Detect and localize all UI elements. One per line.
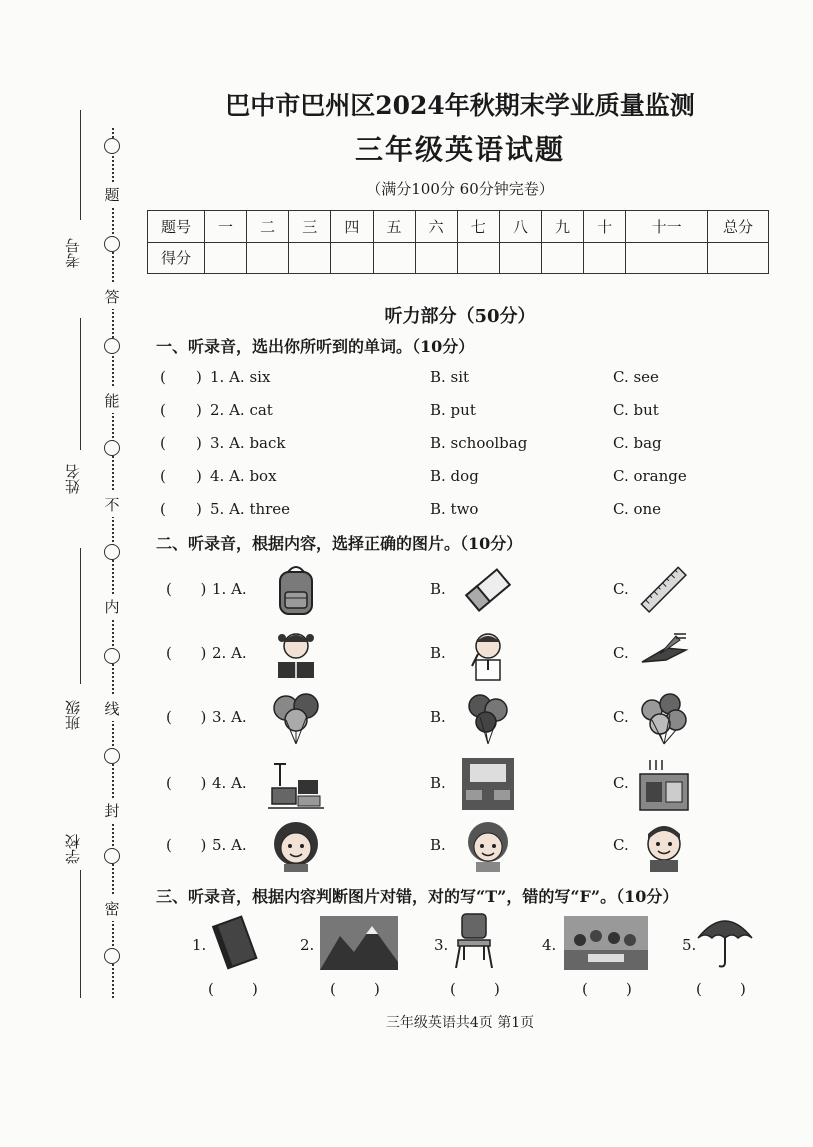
option-b: B. two xyxy=(430,500,479,518)
score-cell[interactable] xyxy=(708,242,769,274)
seal-char: 题 xyxy=(103,182,121,207)
class-label: 班级 xyxy=(64,700,82,730)
ruler-icon[interactable] xyxy=(636,562,692,618)
answer-paren: ( ) xyxy=(166,836,207,854)
exam-title: 巴中市巴州区2024年秋期末学业质量监测 xyxy=(225,91,695,120)
score-cell[interactable] xyxy=(584,242,626,274)
answer-close: ) xyxy=(196,434,202,452)
picture-question-row xyxy=(160,756,780,812)
score-header-cell: 十一 xyxy=(626,211,708,243)
balloons-icon[interactable] xyxy=(460,690,516,746)
tf-answer-blank[interactable]: ( ) xyxy=(330,980,380,998)
answer-close: ) xyxy=(196,467,202,485)
option-a-label: 3. A. xyxy=(212,708,247,726)
seal-char: 线 xyxy=(103,696,121,721)
option-b-label: B. xyxy=(430,580,446,598)
score-header-cell: 三 xyxy=(289,211,331,243)
option-a-label: 5. A. xyxy=(212,836,247,854)
option-b: B. schoolbag xyxy=(430,434,528,452)
exam-number-label: 考号 xyxy=(64,238,82,268)
score-header-cell: 四 xyxy=(331,211,373,243)
exam-subject: 三年级英语试题 xyxy=(354,133,565,166)
bird-icon[interactable] xyxy=(636,626,692,682)
answer-paren: ( ) xyxy=(166,644,207,662)
score-header-cell: 题号 xyxy=(148,211,205,243)
score-header-cell: 六 xyxy=(415,211,457,243)
answer-open: ( xyxy=(160,434,166,452)
option-a: 5. A. three xyxy=(210,500,291,518)
answer-paren: ( ) xyxy=(166,774,207,792)
option-a: 2. A. cat xyxy=(210,401,273,419)
score-cell[interactable] xyxy=(331,242,373,274)
answer-open: ( xyxy=(160,368,166,386)
seal-char: 答 xyxy=(103,284,121,309)
tf-number: 3. xyxy=(434,936,449,954)
score-cell[interactable] xyxy=(205,242,247,274)
part3-title: 三、听录音，根据内容判断图片对错，对的写“T”，错的写“F”。（10分） xyxy=(156,887,679,906)
seal-circle xyxy=(104,338,120,354)
option-b-label: B. xyxy=(430,774,446,792)
seal-circle xyxy=(104,948,120,964)
score-cell[interactable] xyxy=(499,242,541,274)
listening-title: 听力部分（50分） xyxy=(384,306,536,327)
picture-question-row xyxy=(160,690,780,746)
question-row xyxy=(160,368,780,394)
part2-title: 二、听录音，根据内容，选择正确的图片。（10分） xyxy=(156,534,523,553)
answer-paren: ( ) xyxy=(166,580,207,598)
option-b: B. put xyxy=(430,401,476,419)
girl-reading-icon[interactable] xyxy=(268,626,324,682)
tf-answer-blank[interactable]: ( ) xyxy=(208,980,258,998)
binding-strip xyxy=(0,0,140,1010)
seal-char: 不 xyxy=(103,492,121,517)
seal-circle xyxy=(104,748,120,764)
schoolbag-icon[interactable] xyxy=(268,562,324,618)
option-c-label: C. xyxy=(613,774,629,792)
option-b-label: B. xyxy=(430,708,446,726)
tf-number: 1. xyxy=(192,936,207,954)
option-c: C. see xyxy=(613,368,659,386)
score-cell[interactable] xyxy=(542,242,584,274)
tf-answer-blank[interactable]: ( ) xyxy=(696,980,746,998)
score-header-row xyxy=(148,211,769,243)
answer-close: ) xyxy=(196,500,202,518)
seal-line xyxy=(112,128,114,998)
class-line[interactable] xyxy=(80,548,81,684)
school-line[interactable] xyxy=(80,870,81,998)
score-cell[interactable] xyxy=(457,242,499,274)
option-a-label: 1. A. xyxy=(212,580,247,598)
seal-circle xyxy=(104,440,120,456)
score-label-cell: 得分 xyxy=(148,242,205,274)
option-c-label: C. xyxy=(613,836,629,854)
option-a-label: 2. A. xyxy=(212,644,247,662)
name-label: 姓名 xyxy=(64,464,82,494)
score-header-cell: 五 xyxy=(373,211,415,243)
score-cell[interactable] xyxy=(247,242,289,274)
option-c: C. orange xyxy=(613,467,687,485)
option-c: C. bag xyxy=(613,434,662,452)
book-icon[interactable] xyxy=(208,914,264,972)
girl-face-icon[interactable] xyxy=(268,818,324,874)
score-header-cell: 七 xyxy=(457,211,499,243)
option-b-label: B. xyxy=(430,644,446,662)
question-row xyxy=(160,500,780,526)
tf-answer-blank[interactable]: ( ) xyxy=(582,980,632,998)
page-footer: 三年级英语共4页 第1页 xyxy=(385,1015,535,1031)
score-header-cell: 八 xyxy=(499,211,541,243)
tf-number: 4. xyxy=(542,936,557,954)
picture-question-row xyxy=(160,818,780,874)
score-cell[interactable] xyxy=(415,242,457,274)
school-label: 学校 xyxy=(64,834,82,864)
answer-close: ) xyxy=(196,401,202,419)
boy-thinking-icon[interactable] xyxy=(460,626,516,682)
mountain-icon[interactable] xyxy=(320,916,398,970)
score-header-cell: 一 xyxy=(205,211,247,243)
option-a: 4. A. box xyxy=(210,467,277,485)
seal-char: 密 xyxy=(103,896,121,921)
score-table xyxy=(147,210,769,274)
option-c-label: C. xyxy=(613,644,629,662)
score-header-cell: 二 xyxy=(247,211,289,243)
score-cell[interactable] xyxy=(626,242,708,274)
seal-circle xyxy=(104,544,120,560)
option-a: 1. A. six xyxy=(210,368,271,386)
option-a: 3. A. back xyxy=(210,434,286,452)
girl-face-icon[interactable] xyxy=(460,818,516,874)
option-b: B. dog xyxy=(430,467,479,485)
option-c-label: C. xyxy=(613,580,629,598)
option-b-label: B. xyxy=(430,836,446,854)
balloons-icon[interactable] xyxy=(636,690,692,746)
boy-face-icon[interactable] xyxy=(636,818,692,874)
name-line[interactable] xyxy=(80,318,81,450)
answer-paren: ( ) xyxy=(166,708,207,726)
seal-char: 能 xyxy=(103,388,121,413)
question-row xyxy=(160,434,780,460)
tf-answer-blank[interactable]: ( ) xyxy=(450,980,500,998)
option-b: B. sit xyxy=(430,368,470,386)
family-picnic-icon[interactable] xyxy=(564,916,648,970)
classroom-icon[interactable] xyxy=(460,756,516,812)
score-header-cell: 总分 xyxy=(708,211,769,243)
seal-circle xyxy=(104,648,120,664)
tf-number: 5. xyxy=(682,936,697,954)
kitchen-icon[interactable] xyxy=(636,756,692,812)
answer-open: ( xyxy=(160,467,166,485)
seal-char: 内 xyxy=(103,594,121,619)
option-c: C. one xyxy=(613,500,662,518)
umbrella-icon[interactable] xyxy=(696,912,754,970)
chair-bag-icon[interactable] xyxy=(452,912,498,970)
picture-question-row xyxy=(160,626,780,682)
exam-number-line[interactable] xyxy=(80,110,81,220)
score-header-cell: 十 xyxy=(584,211,626,243)
option-c: C. but xyxy=(613,401,659,419)
question-row xyxy=(160,401,780,427)
living-room-icon[interactable] xyxy=(268,756,324,812)
score-cell[interactable] xyxy=(373,242,415,274)
option-c-label: C. xyxy=(613,708,629,726)
score-cell[interactable] xyxy=(289,242,331,274)
exam-info: （满分100分 60分钟完卷） xyxy=(366,180,554,198)
eraser-icon[interactable] xyxy=(460,562,516,618)
tf-number: 2. xyxy=(300,936,315,954)
seal-circle xyxy=(104,236,120,252)
part1-title: 一、听录音，选出你所听到的单词。（10分） xyxy=(156,337,475,356)
answer-open: ( xyxy=(160,401,166,419)
seal-char: 封 xyxy=(103,798,121,823)
seal-circle xyxy=(104,848,120,864)
balloons-icon[interactable] xyxy=(268,690,324,746)
score-header-cell: 九 xyxy=(542,211,584,243)
option-a-label: 4. A. xyxy=(212,774,247,792)
seal-circle xyxy=(104,138,120,154)
question-row xyxy=(160,467,780,493)
picture-question-row xyxy=(160,562,780,618)
score-value-row xyxy=(148,242,769,274)
answer-close: ) xyxy=(196,368,202,386)
answer-open: ( xyxy=(160,500,166,518)
